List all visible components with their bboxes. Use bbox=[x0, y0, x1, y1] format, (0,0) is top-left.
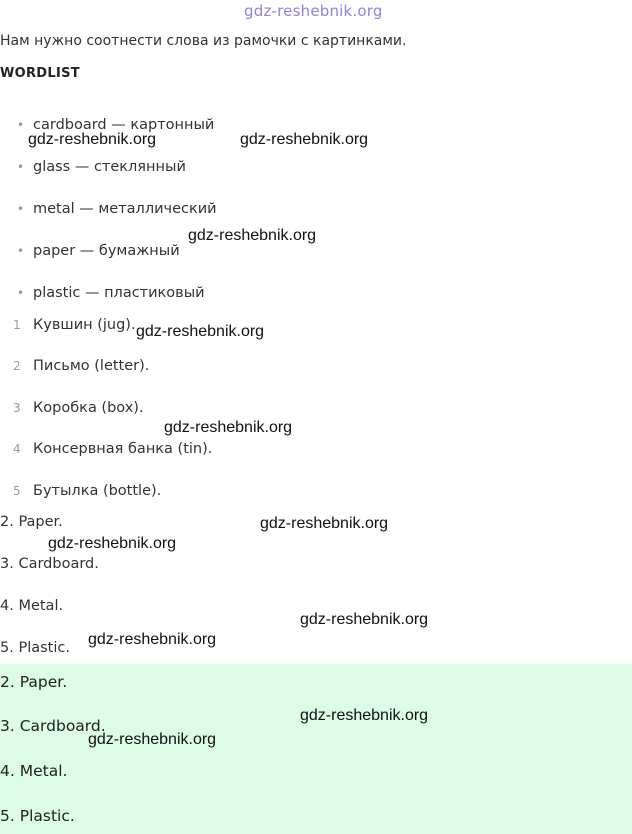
item-text: Письмо (letter). bbox=[33, 358, 150, 374]
watermark-text: gdz-reshebnik.org bbox=[240, 131, 369, 148]
bullet-icon: • bbox=[17, 118, 25, 132]
site-watermark-top: gdz-reshebnik.org bbox=[244, 2, 383, 20]
bullet-icon: • bbox=[17, 244, 25, 258]
watermark-text: gdz-reshebnik.org bbox=[28, 131, 157, 148]
item-number: 2 bbox=[13, 359, 21, 373]
answer-line: 5. Plastic. bbox=[0, 807, 75, 825]
bullet-icon: • bbox=[17, 160, 25, 174]
item-number: 5 bbox=[13, 484, 21, 498]
answer-line: 4. Metal. bbox=[0, 598, 64, 614]
item-number: 3 bbox=[13, 401, 21, 415]
watermark-text: gdz-reshebnik.org bbox=[88, 631, 217, 648]
watermark-text: gdz-reshebnik.org bbox=[300, 707, 429, 724]
bullet-icon: • bbox=[17, 202, 25, 216]
watermark-text: gdz-reshebnik.org bbox=[164, 419, 293, 436]
wordlist-item: cardboard — картонный bbox=[33, 117, 215, 133]
answer-line: 3. Cardboard. bbox=[0, 556, 99, 572]
intro-text: Нам нужно соотнести слова из рамочки с картинками. bbox=[0, 33, 407, 49]
item-number: 1 bbox=[13, 318, 21, 332]
answer-line: 2. Paper. bbox=[0, 673, 68, 691]
watermark-text: gdz-reshebnik.org bbox=[48, 535, 177, 552]
watermark-text: gdz-reshebnik.org bbox=[300, 611, 429, 628]
watermark-text: gdz-reshebnik.org bbox=[188, 227, 317, 244]
wordlist-item: glass — стеклянный bbox=[33, 159, 186, 175]
item-text: Консервная банка (tin). bbox=[33, 441, 213, 457]
answer-line: 5. Plastic. bbox=[0, 640, 70, 656]
item-number: 4 bbox=[13, 442, 21, 456]
wordlist-item: plastic — пластиковый bbox=[33, 285, 205, 301]
answer-line: 2. Paper. bbox=[0, 514, 63, 530]
watermark-text: gdz-reshebnik.org bbox=[88, 731, 217, 748]
answer-line: 3. Cardboard. bbox=[0, 717, 106, 735]
wordlist-heading: WORDLIST bbox=[0, 66, 80, 81]
item-text: Бутылка (bottle). bbox=[33, 483, 162, 499]
watermark-text: gdz-reshebnik.org bbox=[136, 323, 265, 340]
bullet-icon: • bbox=[17, 286, 25, 300]
item-text: Кувшин (jug). bbox=[33, 317, 136, 333]
answer-line: 4. Metal. bbox=[0, 762, 68, 780]
item-text: Коробка (box). bbox=[33, 400, 144, 416]
watermark-text: gdz-reshebnik.org bbox=[260, 515, 389, 532]
highlighted-answers bbox=[0, 664, 632, 834]
wordlist-item: paper — бумажный bbox=[33, 243, 180, 259]
wordlist-item: metal — металлический bbox=[33, 201, 217, 217]
